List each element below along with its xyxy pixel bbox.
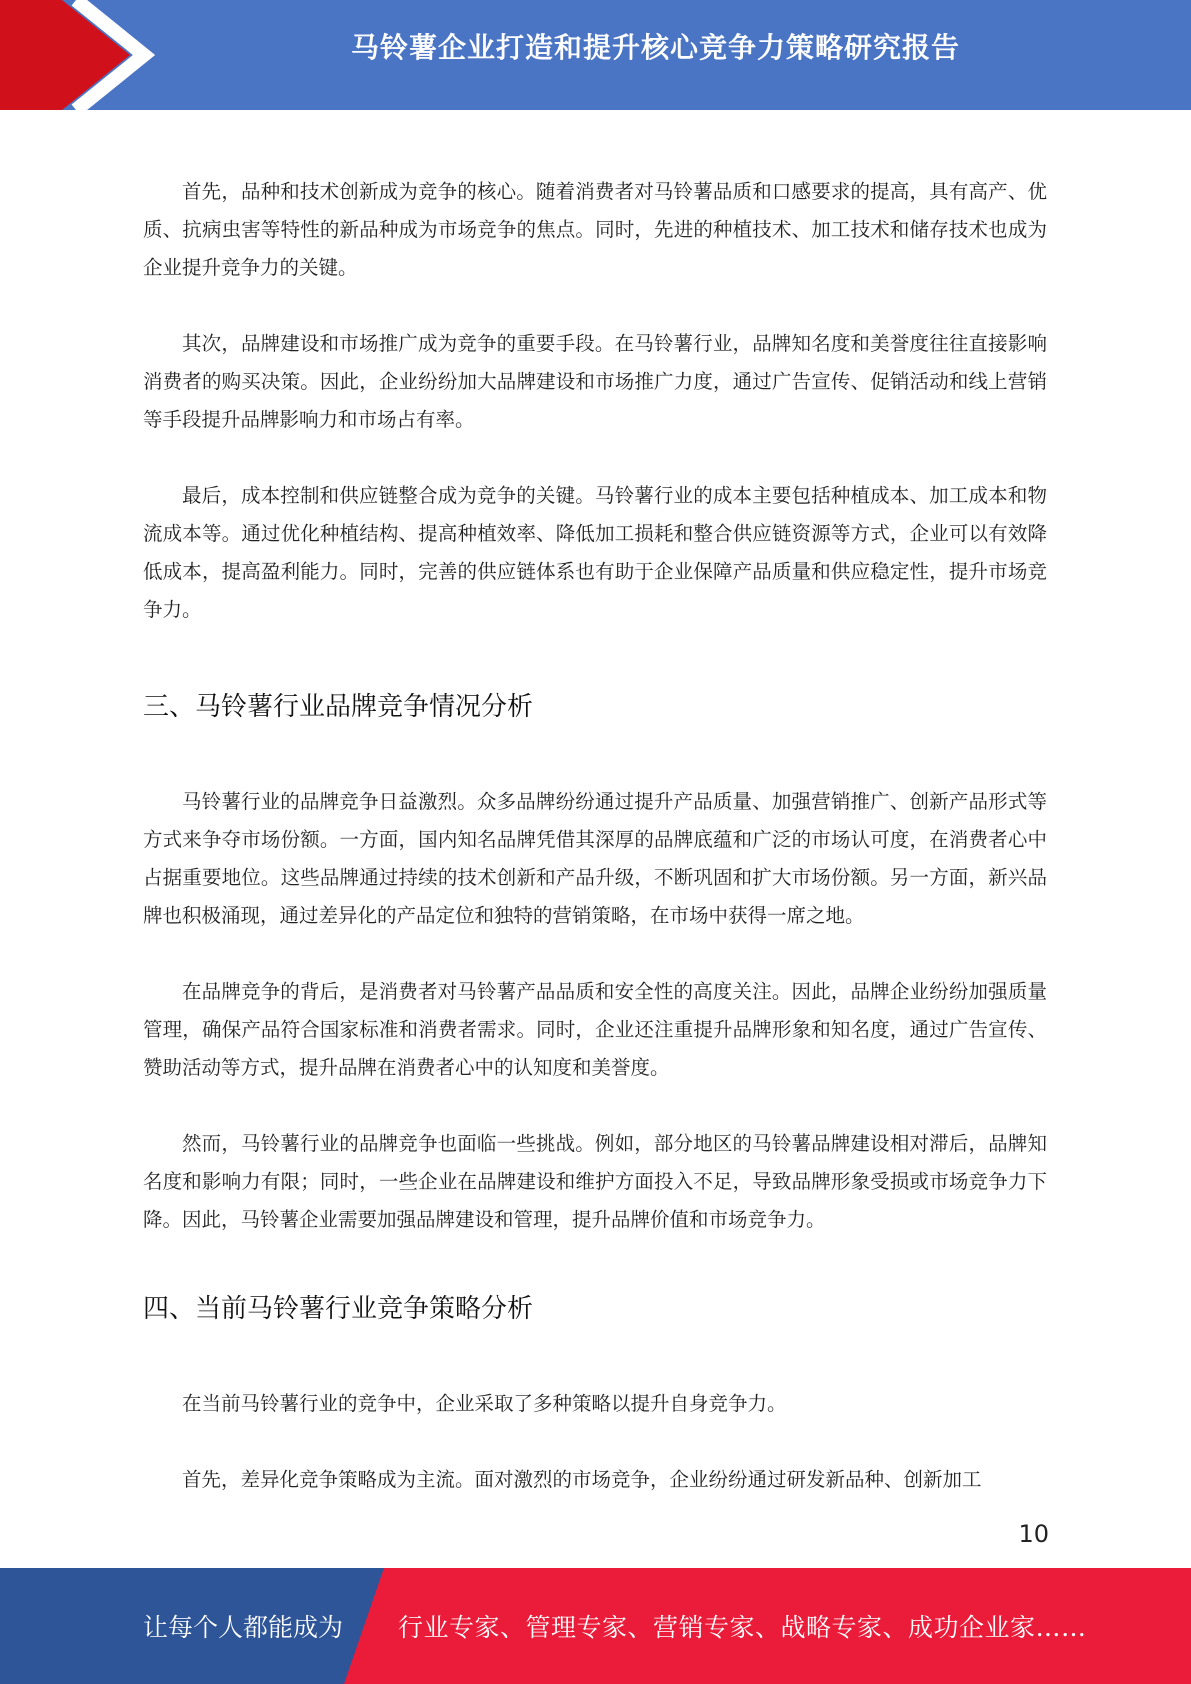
- paragraph: 最后，成本控制和供应链整合成为竞争的关键。马铃薯行业的成本主要包括种植成本、加工成本和物流成本等。通过优化种植结构、提高种植效率、降低加工损耗和整合供应链资源等方式，企业可以有效降低成本，提高盈利能力。同时，完善的供应链体系也有助于企业保障产品质量和供应稳定性，提升市场竞争力。: [143, 484, 1047, 621]
- header-chevron-decoration: [0, 0, 160, 110]
- footer-slogan-right: 行业专家、管理专家、营销专家、战略专家、成功企业家……: [398, 1613, 1087, 1642]
- document-body: [143, 173, 1047, 1499]
- paragraph: 在当前马铃薯行业的竞争中，企业采取了多种策略以提升自身竞争力。: [182, 1392, 787, 1415]
- paragraph: 首先，品种和技术创新成为竞争的核心。随着消费者对马铃薯品质和口感要求的提高，具有高产、优质、抗病虫害等特性的新品种成为市场竞争的焦点。同时，先进的种植技术、加工技术和储存技术也成为企业提升竞争力的关键。: [143, 180, 1047, 279]
- paragraph: 首先，差异化竞争策略成为主流。面对激烈的市场竞争，企业纷纷通过研发新品种、创新加工: [182, 1468, 982, 1491]
- footer-slogan-left: 让每个人都能成为: [143, 1613, 344, 1642]
- paragraph: 在品牌竞争的背后，是消费者对马铃薯产品品质和安全性的高度关注。因此，品牌企业纷纷加强质量管理，确保产品符合国家标准和消费者需求。同时，企业还注重提升品牌形象和知名度，通过广告宣传、赞助活动等方式，提升品牌在消费者心中的认知度和美誉度。: [143, 980, 1047, 1079]
- section-heading: 四、当前马铃薯行业竞争策略分析: [143, 1294, 534, 1324]
- section-heading: 三、马铃薯行业品牌竞争情况分析: [143, 692, 534, 722]
- paragraph: 然而，马铃薯行业的品牌竞争也面临一些挑战。例如，部分地区的马铃薯品牌建设相对滞后，品牌知名度和影响力有限；同时，一些企业在品牌建设和维护方面投入不足，导致品牌形象受损或市场竞争力下降。因此，马铃薯企业需要加强品牌建设和管理，提升品牌价值和市场竞争力。: [143, 1132, 1047, 1231]
- report-title: 马铃薯企业打造和提升核心竞争力策略研究报告: [350, 31, 960, 64]
- paragraph: 其次，品牌建设和市场推广成为竞争的重要手段。在马铃薯行业，品牌知名度和美誉度往往直接影响消费者的购买决策。因此，企业纷纷加大品牌建设和市场推广力度，通过广告宣传、促销活动和线上营销等手段提升品牌影响力和市场占有率。: [143, 332, 1047, 431]
- paragraph: 马铃薯行业的品牌竞争日益激烈。众多品牌纷纷通过提升产品质量、加强营销推广、创新产品形式等方式来争夺市场份额。一方面，国内知名品牌凭借其深厚的品牌底蕴和广泛的市场认可度，在消费者心中占据重要地位。这些品牌通过持续的技术创新和产品升级，不断巩固和扩大市场份额。另一方面，新兴品牌也积极涌现，通过差异化的产品定位和独特的营销策略，在市场中获得一席之地。: [143, 790, 1047, 927]
- page-number: 10: [1018, 1520, 1049, 1548]
